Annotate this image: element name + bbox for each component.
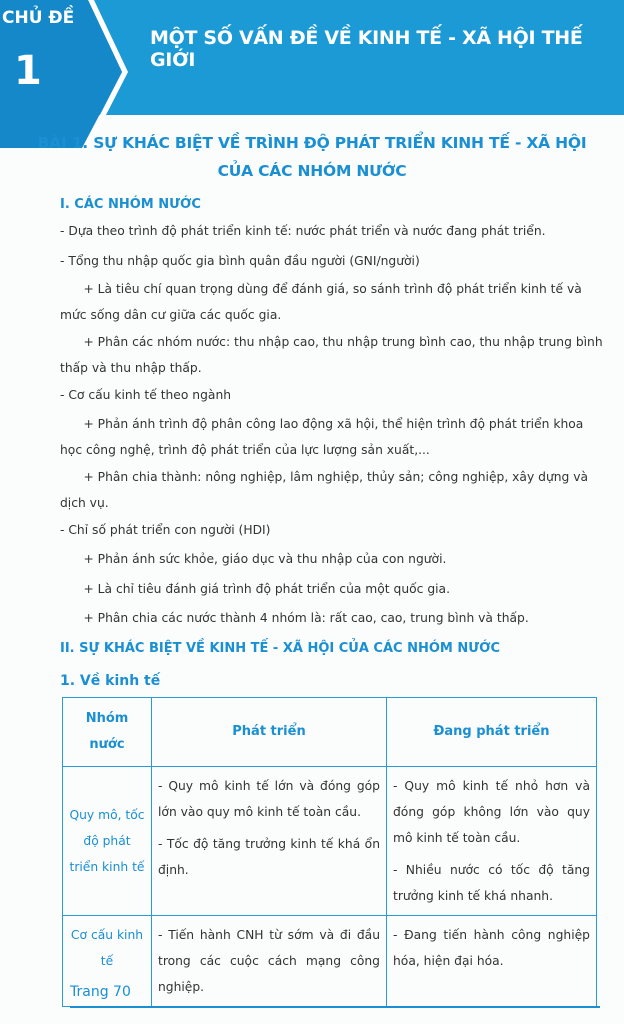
section2-heading: II. SỰ KHÁC BIỆT VỀ KINH TẾ - XÃ HỘI CỦA CÁC NHÓM NƯỚC bbox=[60, 641, 501, 656]
body-line: mức sống dân cư giữa các quốc gia. bbox=[60, 308, 282, 322]
body-line: dịch vụ. bbox=[60, 496, 109, 510]
lesson-title-line2: CỦA CÁC NHÓM NƯỚC bbox=[217, 162, 407, 180]
cell-item: - Quy mô kinh tế nhỏ hơn và đóng góp không lớn vào quy mô kinh tế toàn cầu. bbox=[393, 779, 590, 845]
body-line: - Dựa theo trình độ phát triển kinh tế: nước phát triển và nước đang phát triển. bbox=[60, 224, 546, 238]
header-cell: Nhóm nước bbox=[63, 698, 152, 767]
body-line: + Phản ánh sức khỏe, giáo dục và thu nhập của con người. bbox=[60, 552, 447, 566]
body-line: học công nghệ, trình độ phát triển của lực lượng sản xuất,... bbox=[60, 443, 430, 457]
body-line: + Phản ánh trình độ phân công lao động xã hội, thể hiện trình độ phát triển khoa bbox=[60, 417, 584, 431]
body-line: - Tổng thu nhập quốc gia bình quân đầu người (GNI/người) bbox=[60, 254, 420, 268]
cell-item: - Quy mô kinh tế lớn và đóng góp lớn vào quy mô kinh tế toàn cầu. bbox=[158, 779, 380, 819]
cell bbox=[152, 916, 387, 1007]
footer-divider bbox=[70, 1006, 600, 1008]
cell-item: - Đang tiến hành công nghiệp hóa, hiện đại hóa. bbox=[393, 928, 590, 968]
cell-item: - Nhiều nước có tốc độ tăng trưởng kinh tế khá nhanh. bbox=[393, 863, 590, 903]
body-line: - Cơ cấu kinh tế theo ngành bbox=[60, 388, 232, 402]
body-line: + Phân các nhóm nước: thu nhập cao, thu nhập trung bình cao, thu nhập trung bình bbox=[60, 335, 603, 349]
subsection-heading: 1. Về kinh tế bbox=[60, 673, 161, 689]
body-line: + Là tiêu chí quan trọng dùng để đánh giá, so sánh trình độ phát triển kinh tế và bbox=[60, 282, 582, 296]
page-number: Trang 70 bbox=[70, 984, 131, 1000]
topic-number: 1 bbox=[14, 48, 42, 94]
table-header-row bbox=[63, 698, 597, 767]
section1-heading: I. CÁC NHÓM NƯỚC bbox=[60, 197, 201, 212]
cell-item: - Tiến hành CNH từ sớm và đi đầu trong các cuộc cách mạng công nghiệp. bbox=[158, 928, 380, 994]
table-row bbox=[63, 767, 597, 916]
cell bbox=[387, 767, 597, 916]
cell-item: - Tốc độ tăng trưởng kinh tế khá ổn định. bbox=[158, 837, 380, 877]
body-line: + Là chỉ tiêu đánh giá trình độ phát triển của một quốc gia. bbox=[60, 582, 450, 596]
topic-title: MỘT SỐ VẤN ĐỀ VỀ KINH TẾ - XÃ HỘI THẾ GIỚI bbox=[150, 27, 583, 71]
body-line: - Chỉ số phát triển con người (HDI) bbox=[60, 523, 271, 537]
row-label: Quy mô, tốc độ phát triển kinh tế bbox=[63, 767, 152, 916]
body-line: + Phân chia các nước thành 4 nhóm là: rất cao, cao, trung bình và thấp. bbox=[60, 611, 529, 625]
body-line: + Phân chia thành: nông nghiệp, lâm nghiệp, thủy sản; công nghiệp, xây dựng và bbox=[60, 470, 589, 484]
lesson-title-line1: BÀI 1. SỰ KHÁC BIỆT VỀ TRÌNH ĐỘ PHÁT TRIỂN KINH TẾ - XÃ HỘI bbox=[37, 134, 587, 152]
header-cell: Đang phát triển bbox=[387, 698, 597, 767]
body-line: thấp và thu nhập thấp. bbox=[60, 361, 202, 375]
cell bbox=[387, 916, 597, 1007]
topic-label: CHỦ ĐỀ bbox=[2, 8, 75, 28]
header-cell: Phát triển bbox=[152, 698, 387, 767]
table-row bbox=[63, 916, 597, 1007]
cell bbox=[152, 767, 387, 916]
row-label: Cơ cấu kinh tế bbox=[63, 916, 152, 1007]
comparison-table bbox=[62, 697, 597, 1007]
